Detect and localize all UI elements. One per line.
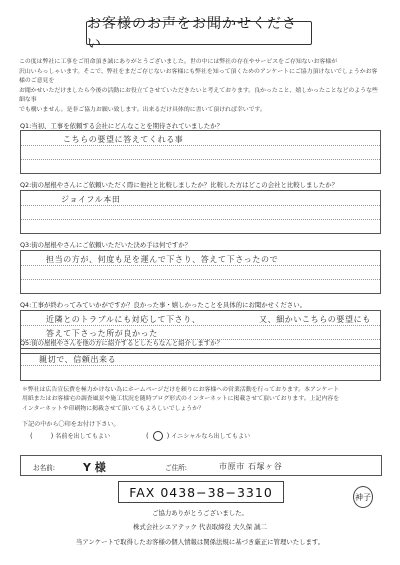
answer-line	[21, 205, 380, 206]
name-value: Y 様	[83, 461, 106, 474]
fax-number: FAX 0438−38−3310	[118, 481, 284, 503]
choices-intro: 下記の中から〇印をお付け下さい。	[22, 421, 120, 428]
choice-initial-ok-label: イニシャルなら出してもよい	[171, 433, 251, 440]
choice-bracket-open: (	[30, 432, 33, 440]
page-title: お客様のお声をお聞かせください	[86, 21, 312, 45]
answer-line	[21, 325, 380, 326]
privacy-notice: 当アンケートで取得したお客様の個人情報は関係法規に基づき厳正に管理いたします。	[75, 538, 325, 546]
choice-bracket-open: (	[146, 432, 149, 440]
question-2-answer: ジョイフル本田	[61, 195, 121, 204]
question-3-answer: 担当の方が、何度も足を運んで下さり、答えて下さったので	[46, 255, 279, 264]
question-5-answer: 親切で、信頼出来る	[39, 355, 117, 364]
question-4-label: Q4:工事が終わってみていかがですか？良かった事・嬉しかったことを具体的にお聞かせください。	[20, 301, 306, 309]
question-5-answer-box	[20, 348, 381, 381]
company-logo: 神子	[353, 486, 373, 508]
name-label: お名前:	[33, 464, 56, 472]
question-3-label: Q3:街の屋根やさんにご依頼いただいた決め手は何ですか？	[20, 241, 192, 249]
company-signature: 株式会社シエアテック 代表取締役 大久保 誠二	[133, 523, 267, 531]
choice-initial-ok[interactable]	[146, 431, 250, 441]
question-3-answer-box	[20, 250, 381, 294]
thanks-text: ご協力ありがとうございました。	[152, 509, 248, 517]
customer-info-box	[20, 455, 382, 476]
choice-bracket-close: )	[166, 432, 170, 440]
choice-name-ok[interactable]	[30, 431, 110, 440]
publication-note: ＊弊社は広告宣伝費を極力かけない為にホームページだけを頼りにお客様への営業活動を行っております。本アンケート 用紙またはお客様宅の調査風景や施工状況を随時ブログ形式のインターネットに掲載させて頂いております。上記内容を インターネットや印刷物に掲載させて頂いてもよろしいでしょうか？	[22, 387, 340, 412]
choice-bracket-close: )	[50, 432, 54, 440]
answer-line	[21, 265, 380, 266]
answer-line	[21, 365, 380, 366]
choice-name-ok-label: 名前を出してもよい	[55, 433, 111, 440]
question-4-answer-line-1: 近隣とのトラブルにも対応して下さり、	[46, 315, 201, 324]
question-2-label: Q2:街の屋根やさんにご依頼いただく際に他社と比較しましたか？比較した方はどこの会社と比較しましたか？	[20, 181, 338, 189]
answer-line	[21, 145, 380, 146]
question-5-label: Q5:街の屋根やさんを他の方に紹介するとしたらなんと紹介しますか？	[20, 339, 223, 347]
address-value: 市原市 石塚ヶ谷	[219, 462, 283, 471]
answer-line	[21, 279, 380, 280]
question-1-answer: こちらの要望に答えてくれる事	[63, 135, 184, 144]
question-4-answer-line-2: 又、細かいこちらの要望にも	[259, 315, 371, 324]
circle-mark-icon	[153, 431, 163, 441]
address-label: ご住所:	[165, 464, 188, 472]
answer-line	[21, 159, 380, 160]
question-1-answer-box	[20, 130, 381, 174]
question-2-answer-box	[20, 190, 381, 234]
question-1-label: Q1:当初、工事を依頼する会社にどんなことを期待されていましたか？	[20, 122, 223, 130]
answer-line	[21, 219, 380, 220]
intro-text: この度は弊社に工事をご用命頂き誠にありがとうございました。世の中には弊社の存在やサービスをご存知ないお客様が 沢山いらっしゃいます。そこで、弊社をまだご存じないお客様にも弊社を知って頂くためのアンケートにご協力頂けないでしょうかお客様のご意見を お聞かせいただけましたら今後の活動にお役立てさせていただきたいと考えております。良かったこと、嬉しかったことなどのような些細な事 でも構いません。是非ご協力お願い致します。出来るだけ具体的に書いて頂ければ幸いです。	[19, 59, 378, 113]
question-4-answer-line-3: 答えて下さった所が良かった	[46, 329, 158, 338]
